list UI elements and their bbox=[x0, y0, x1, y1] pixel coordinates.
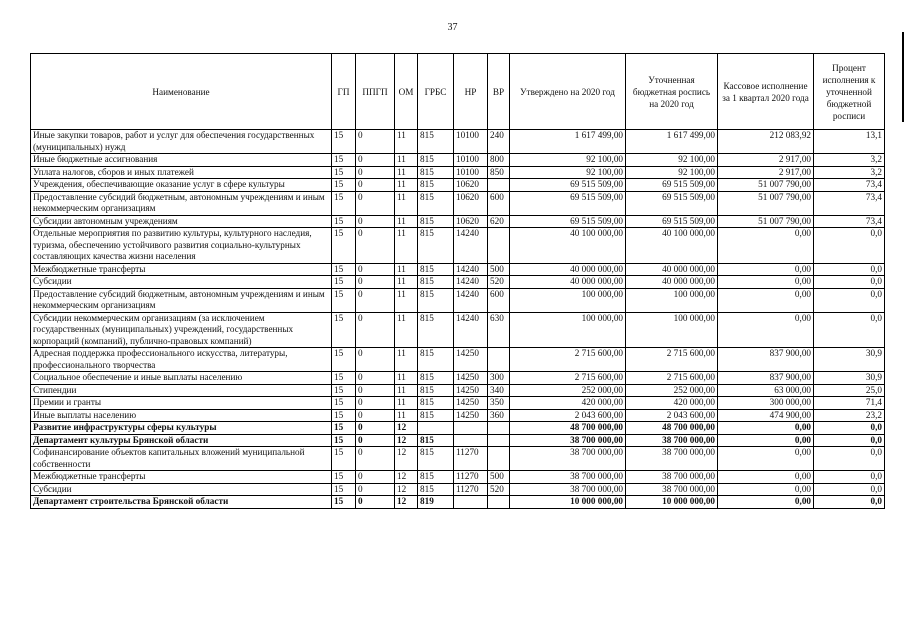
row-om: 11 bbox=[395, 166, 418, 179]
table-row bbox=[31, 471, 885, 484]
header-name: Наименование bbox=[31, 54, 332, 130]
row-vr bbox=[488, 228, 510, 264]
row-grbs: 815 bbox=[418, 447, 454, 471]
row-pgp: 0 bbox=[356, 263, 395, 276]
row-approved: 100 000,00 bbox=[510, 288, 626, 312]
row-vr: 240 bbox=[488, 130, 510, 154]
row-refined: 1 617 499,00 bbox=[626, 130, 718, 154]
row-cash: 0,00 bbox=[718, 288, 814, 312]
row-refined: 38 700 000,00 bbox=[626, 434, 718, 447]
row-gp: 15 bbox=[332, 348, 356, 372]
row-percent: 0,0 bbox=[814, 276, 885, 289]
row-gp: 15 bbox=[332, 288, 356, 312]
row-vr: 800 bbox=[488, 154, 510, 167]
table-row bbox=[31, 384, 885, 397]
row-approved: 2 715 600,00 bbox=[510, 348, 626, 372]
row-gp: 15 bbox=[332, 166, 356, 179]
row-gp: 15 bbox=[332, 215, 356, 228]
row-pgp: 0 bbox=[356, 447, 395, 471]
row-percent: 73,4 bbox=[814, 179, 885, 192]
row-np: 10100 bbox=[454, 130, 488, 154]
row-name: Иные выплаты населению bbox=[31, 409, 332, 422]
row-cash: 837 900,00 bbox=[718, 372, 814, 385]
row-om: 12 bbox=[395, 434, 418, 447]
row-percent: 0,0 bbox=[814, 496, 885, 509]
row-np: 10100 bbox=[454, 154, 488, 167]
row-om: 11 bbox=[395, 288, 418, 312]
row-name: Субсидии автономным учреждениям bbox=[31, 215, 332, 228]
row-om: 12 bbox=[395, 483, 418, 496]
row-np: 10620 bbox=[454, 191, 488, 215]
row-approved: 2 043 600,00 bbox=[510, 409, 626, 422]
table-body bbox=[31, 130, 885, 509]
row-refined: 92 100,00 bbox=[626, 154, 718, 167]
row-approved: 92 100,00 bbox=[510, 154, 626, 167]
row-approved: 69 515 509,00 bbox=[510, 179, 626, 192]
table-row bbox=[31, 228, 885, 264]
row-gp: 15 bbox=[332, 372, 356, 385]
row-cash: 474 900,00 bbox=[718, 409, 814, 422]
row-cash: 0,00 bbox=[718, 483, 814, 496]
row-vr: 350 bbox=[488, 397, 510, 410]
row-om: 12 bbox=[395, 496, 418, 509]
header-np: НР bbox=[454, 54, 488, 130]
table-row bbox=[31, 397, 885, 410]
row-name: Предоставление субсидий бюджетным, автономным учреждениям и иным некоммерческим организациям bbox=[31, 288, 332, 312]
row-name: Субсидии bbox=[31, 276, 332, 289]
row-cash: 51 007 790,00 bbox=[718, 179, 814, 192]
table-row bbox=[31, 263, 885, 276]
row-refined: 92 100,00 bbox=[626, 166, 718, 179]
row-name: Учреждения, обеспечивающие оказание услуг в сфере культуры bbox=[31, 179, 332, 192]
table-row bbox=[31, 434, 885, 447]
row-grbs: 815 bbox=[418, 384, 454, 397]
row-pgp: 0 bbox=[356, 154, 395, 167]
row-gp: 15 bbox=[332, 496, 356, 509]
row-refined: 40 000 000,00 bbox=[626, 276, 718, 289]
header-pgp: ППГП bbox=[356, 54, 395, 130]
row-approved: 420 000,00 bbox=[510, 397, 626, 410]
table-row bbox=[31, 496, 885, 509]
row-grbs: 815 bbox=[418, 471, 454, 484]
row-np: 14250 bbox=[454, 372, 488, 385]
header-refined: Уточненная бюджетная роспись на 2020 год bbox=[626, 54, 718, 130]
row-name: Уплата налогов, сборов и иных платежей bbox=[31, 166, 332, 179]
row-pgp: 0 bbox=[356, 434, 395, 447]
row-refined: 38 700 000,00 bbox=[626, 483, 718, 496]
row-np: 14250 bbox=[454, 384, 488, 397]
row-refined: 420 000,00 bbox=[626, 397, 718, 410]
row-refined: 69 515 509,00 bbox=[626, 179, 718, 192]
row-pgp: 0 bbox=[356, 384, 395, 397]
row-percent: 3,2 bbox=[814, 166, 885, 179]
row-grbs: 815 bbox=[418, 191, 454, 215]
row-percent: 73,4 bbox=[814, 215, 885, 228]
row-grbs: 815 bbox=[418, 312, 454, 348]
row-np: 14240 bbox=[454, 228, 488, 264]
table-row bbox=[31, 154, 885, 167]
row-percent: 0,0 bbox=[814, 483, 885, 496]
row-cash: 0,00 bbox=[718, 471, 814, 484]
row-pgp: 0 bbox=[356, 496, 395, 509]
row-percent: 3,2 bbox=[814, 154, 885, 167]
row-approved: 2 715 600,00 bbox=[510, 372, 626, 385]
row-name: Стипендии bbox=[31, 384, 332, 397]
row-cash: 2 917,00 bbox=[718, 166, 814, 179]
row-grbs: 815 bbox=[418, 397, 454, 410]
row-vr: 340 bbox=[488, 384, 510, 397]
row-np: 14250 bbox=[454, 348, 488, 372]
row-name: Социальное обеспечение и иные выплаты населению bbox=[31, 372, 332, 385]
row-percent: 0,0 bbox=[814, 312, 885, 348]
row-cash: 300 000,00 bbox=[718, 397, 814, 410]
row-grbs: 815 bbox=[418, 409, 454, 422]
row-pgp: 0 bbox=[356, 166, 395, 179]
row-gp: 15 bbox=[332, 154, 356, 167]
row-om: 11 bbox=[395, 312, 418, 348]
row-pgp: 0 bbox=[356, 483, 395, 496]
row-cash: 2 917,00 bbox=[718, 154, 814, 167]
row-refined: 69 515 509,00 bbox=[626, 215, 718, 228]
row-cash: 0,00 bbox=[718, 312, 814, 348]
row-gp: 15 bbox=[332, 191, 356, 215]
row-om: 11 bbox=[395, 215, 418, 228]
row-cash: 0,00 bbox=[718, 263, 814, 276]
row-om: 11 bbox=[395, 154, 418, 167]
row-om: 11 bbox=[395, 179, 418, 192]
row-percent: 71,4 bbox=[814, 397, 885, 410]
row-pgp: 0 bbox=[356, 348, 395, 372]
budget-table bbox=[30, 53, 885, 509]
row-om: 12 bbox=[395, 471, 418, 484]
row-pgp: 0 bbox=[356, 288, 395, 312]
header-grbs: ГРБС bbox=[418, 54, 454, 130]
table-row bbox=[31, 422, 885, 435]
table-row bbox=[31, 215, 885, 228]
row-np: 10620 bbox=[454, 179, 488, 192]
row-cash: 0,00 bbox=[718, 434, 814, 447]
row-refined: 40 100 000,00 bbox=[626, 228, 718, 264]
row-gp: 15 bbox=[332, 312, 356, 348]
row-name: Предоставление субсидий бюджетным, автономным учреждениям и иным некоммерческим организациям bbox=[31, 191, 332, 215]
row-vr: 500 bbox=[488, 263, 510, 276]
page-number: 37 bbox=[447, 22, 458, 33]
margin-mark bbox=[902, 32, 904, 122]
row-grbs: 819 bbox=[418, 496, 454, 509]
row-grbs: 815 bbox=[418, 348, 454, 372]
row-om: 11 bbox=[395, 397, 418, 410]
row-percent: 0,0 bbox=[814, 228, 885, 264]
row-refined: 38 700 000,00 bbox=[626, 471, 718, 484]
row-gp: 15 bbox=[332, 397, 356, 410]
table-row bbox=[31, 312, 885, 348]
row-pgp: 0 bbox=[356, 276, 395, 289]
row-grbs bbox=[418, 422, 454, 435]
row-approved: 100 000,00 bbox=[510, 312, 626, 348]
row-approved: 40 100 000,00 bbox=[510, 228, 626, 264]
row-pgp: 0 bbox=[356, 409, 395, 422]
table-row bbox=[31, 130, 885, 154]
row-grbs: 815 bbox=[418, 288, 454, 312]
table-row bbox=[31, 372, 885, 385]
row-vr bbox=[488, 434, 510, 447]
row-approved: 40 000 000,00 bbox=[510, 263, 626, 276]
table-row bbox=[31, 483, 885, 496]
row-np: 14240 bbox=[454, 276, 488, 289]
row-cash: 51 007 790,00 bbox=[718, 191, 814, 215]
table-row bbox=[31, 166, 885, 179]
row-grbs: 815 bbox=[418, 228, 454, 264]
row-cash: 837 900,00 bbox=[718, 348, 814, 372]
header-cash: Кассовое исполнение за 1 квартал 2020 года bbox=[718, 54, 814, 130]
row-np: 11270 bbox=[454, 471, 488, 484]
row-name: Департамент строительства Брянской области bbox=[31, 496, 332, 509]
header-om: ОМ bbox=[395, 54, 418, 130]
row-approved: 1 617 499,00 bbox=[510, 130, 626, 154]
row-percent: 0,0 bbox=[814, 471, 885, 484]
row-gp: 15 bbox=[332, 228, 356, 264]
row-gp: 15 bbox=[332, 471, 356, 484]
row-vr: 600 bbox=[488, 288, 510, 312]
row-np: 14250 bbox=[454, 397, 488, 410]
row-refined: 100 000,00 bbox=[626, 288, 718, 312]
row-cash: 63 000,00 bbox=[718, 384, 814, 397]
row-name: Иные закупки товаров, работ и услуг для обеспечения государственных (муниципальных) нужд bbox=[31, 130, 332, 154]
row-percent: 30,9 bbox=[814, 348, 885, 372]
row-grbs: 815 bbox=[418, 372, 454, 385]
row-gp: 15 bbox=[332, 434, 356, 447]
row-vr bbox=[488, 348, 510, 372]
row-name: Межбюджетные трансферты bbox=[31, 263, 332, 276]
row-pgp: 0 bbox=[356, 397, 395, 410]
row-approved: 69 515 509,00 bbox=[510, 191, 626, 215]
row-pgp: 0 bbox=[356, 179, 395, 192]
row-grbs: 815 bbox=[418, 276, 454, 289]
row-refined: 40 000 000,00 bbox=[626, 263, 718, 276]
row-cash: 0,00 bbox=[718, 228, 814, 264]
row-grbs: 815 bbox=[418, 215, 454, 228]
row-gp: 15 bbox=[332, 409, 356, 422]
row-om: 11 bbox=[395, 130, 418, 154]
row-pgp: 0 bbox=[356, 471, 395, 484]
row-om: 11 bbox=[395, 409, 418, 422]
row-vr: 630 bbox=[488, 312, 510, 348]
row-grbs: 815 bbox=[418, 154, 454, 167]
row-grbs: 815 bbox=[418, 130, 454, 154]
row-np: 14240 bbox=[454, 288, 488, 312]
row-om: 11 bbox=[395, 348, 418, 372]
row-gp: 15 bbox=[332, 276, 356, 289]
row-percent: 13,1 bbox=[814, 130, 885, 154]
row-gp: 15 bbox=[332, 447, 356, 471]
row-refined: 100 000,00 bbox=[626, 312, 718, 348]
row-cash: 0,00 bbox=[718, 447, 814, 471]
row-pgp: 0 bbox=[356, 130, 395, 154]
row-refined: 252 000,00 bbox=[626, 384, 718, 397]
row-np bbox=[454, 422, 488, 435]
row-approved: 38 700 000,00 bbox=[510, 447, 626, 471]
row-gp: 15 bbox=[332, 263, 356, 276]
row-vr: 520 bbox=[488, 483, 510, 496]
header-percent: Процент исполнения к уточненной бюджетной росписи bbox=[814, 54, 885, 130]
row-np: 14240 bbox=[454, 312, 488, 348]
table-row bbox=[31, 179, 885, 192]
row-vr: 850 bbox=[488, 166, 510, 179]
row-percent: 0,0 bbox=[814, 447, 885, 471]
row-approved: 92 100,00 bbox=[510, 166, 626, 179]
row-refined: 2 715 600,00 bbox=[626, 372, 718, 385]
row-vr bbox=[488, 422, 510, 435]
row-refined: 2 043 600,00 bbox=[626, 409, 718, 422]
row-om: 11 bbox=[395, 263, 418, 276]
row-om: 12 bbox=[395, 422, 418, 435]
row-approved: 40 000 000,00 bbox=[510, 276, 626, 289]
row-gp: 15 bbox=[332, 384, 356, 397]
row-np: 11270 bbox=[454, 483, 488, 496]
row-refined: 69 515 509,00 bbox=[626, 191, 718, 215]
row-name: Межбюджетные трансферты bbox=[31, 471, 332, 484]
row-np bbox=[454, 434, 488, 447]
row-om: 11 bbox=[395, 228, 418, 264]
row-approved: 252 000,00 bbox=[510, 384, 626, 397]
row-approved: 48 700 000,00 bbox=[510, 422, 626, 435]
row-approved: 38 700 000,00 bbox=[510, 483, 626, 496]
row-refined: 48 700 000,00 bbox=[626, 422, 718, 435]
row-grbs: 815 bbox=[418, 263, 454, 276]
row-percent: 30,9 bbox=[814, 372, 885, 385]
row-name: Отдельные мероприятия по развитию культуры, культурного наследия, туризма, обеспечению устойчивого развития социально-культурных составляющих качества жизни населения bbox=[31, 228, 332, 264]
row-name: Развитие инфраструктуры сферы культуры bbox=[31, 422, 332, 435]
row-name: Адресная поддержка профессионального искусства, литературы, профессионального творчества bbox=[31, 348, 332, 372]
row-np: 14250 bbox=[454, 409, 488, 422]
row-name: Иные бюджетные ассигнования bbox=[31, 154, 332, 167]
row-approved: 10 000 000,00 bbox=[510, 496, 626, 509]
table-row bbox=[31, 447, 885, 471]
row-vr: 600 bbox=[488, 191, 510, 215]
row-gp: 15 bbox=[332, 179, 356, 192]
row-grbs: 815 bbox=[418, 166, 454, 179]
row-vr: 520 bbox=[488, 276, 510, 289]
row-grbs: 815 bbox=[418, 434, 454, 447]
table-row bbox=[31, 191, 885, 215]
row-cash: 0,00 bbox=[718, 496, 814, 509]
row-om: 12 bbox=[395, 447, 418, 471]
row-refined: 10 000 000,00 bbox=[626, 496, 718, 509]
row-om: 11 bbox=[395, 276, 418, 289]
row-pgp: 0 bbox=[356, 312, 395, 348]
row-om: 11 bbox=[395, 372, 418, 385]
row-cash: 212 083,92 bbox=[718, 130, 814, 154]
row-pgp: 0 bbox=[356, 191, 395, 215]
row-percent: 73,4 bbox=[814, 191, 885, 215]
row-name: Софинансирование объектов капитальных вложений муниципальной собственности bbox=[31, 447, 332, 471]
row-percent: 0,0 bbox=[814, 422, 885, 435]
row-approved: 38 700 000,00 bbox=[510, 471, 626, 484]
row-percent: 25,0 bbox=[814, 384, 885, 397]
row-np: 10620 bbox=[454, 215, 488, 228]
row-gp: 15 bbox=[332, 483, 356, 496]
row-pgp: 0 bbox=[356, 372, 395, 385]
row-refined: 2 715 600,00 bbox=[626, 348, 718, 372]
table-row bbox=[31, 348, 885, 372]
row-vr: 620 bbox=[488, 215, 510, 228]
row-grbs: 815 bbox=[418, 483, 454, 496]
row-gp: 15 bbox=[332, 422, 356, 435]
row-name: Субсидии bbox=[31, 483, 332, 496]
row-vr bbox=[488, 179, 510, 192]
row-vr bbox=[488, 496, 510, 509]
row-pgp: 0 bbox=[356, 215, 395, 228]
row-percent: 0,0 bbox=[814, 263, 885, 276]
row-name: Премии и гранты bbox=[31, 397, 332, 410]
row-np: 11270 bbox=[454, 447, 488, 471]
row-approved: 38 700 000,00 bbox=[510, 434, 626, 447]
row-name: Департамент культуры Брянской области bbox=[31, 434, 332, 447]
row-name: Субсидии некоммерческим организациям (за исключением государственных (муниципальных) учреждений, государственных корпораций (компаний), публично-правовых компаний) bbox=[31, 312, 332, 348]
table-header-row bbox=[31, 54, 885, 130]
row-percent: 23,2 bbox=[814, 409, 885, 422]
row-om: 11 bbox=[395, 384, 418, 397]
row-percent: 0,0 bbox=[814, 288, 885, 312]
header-vr: ВР bbox=[488, 54, 510, 130]
row-om: 11 bbox=[395, 191, 418, 215]
row-grbs: 815 bbox=[418, 179, 454, 192]
row-pgp: 0 bbox=[356, 422, 395, 435]
row-np: 10100 bbox=[454, 166, 488, 179]
row-vr: 300 bbox=[488, 372, 510, 385]
header-gp: ГП bbox=[332, 54, 356, 130]
row-cash: 51 007 790,00 bbox=[718, 215, 814, 228]
row-np: 14240 bbox=[454, 263, 488, 276]
row-vr: 360 bbox=[488, 409, 510, 422]
header-approved: Утверждено на 2020 год bbox=[510, 54, 626, 130]
table-row bbox=[31, 276, 885, 289]
table-row bbox=[31, 288, 885, 312]
row-np bbox=[454, 496, 488, 509]
row-refined: 38 700 000,00 bbox=[626, 447, 718, 471]
row-gp: 15 bbox=[332, 130, 356, 154]
row-pgp: 0 bbox=[356, 228, 395, 264]
row-approved: 69 515 509,00 bbox=[510, 215, 626, 228]
row-vr: 500 bbox=[488, 471, 510, 484]
row-percent: 0,0 bbox=[814, 434, 885, 447]
row-vr bbox=[488, 447, 510, 471]
row-cash: 0,00 bbox=[718, 276, 814, 289]
row-cash: 0,00 bbox=[718, 422, 814, 435]
table-row bbox=[31, 409, 885, 422]
